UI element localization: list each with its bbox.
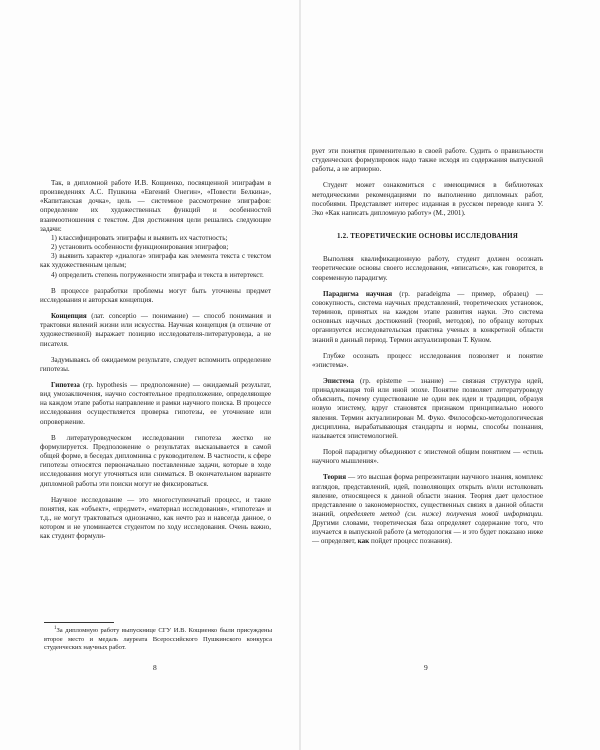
term-concept: Концепция bbox=[51, 312, 87, 321]
list-item: 3) выявить характер «диалога» эпиграфа как элемента текста с текстом как художественным целым; bbox=[40, 252, 271, 270]
list-item: 1) классифицировать эпиграфы и выявить их частотность; bbox=[51, 233, 228, 242]
paragraph-intro: Так, в дипломной работе И.В. Кощиенко, посвященной эпиграфам в произведениях А.С. Пушкина «Евгений Онегин», «Повести Белкина», «Капитанская дочка», цель — системное рассмотрение эпиграфов: определение их художественных функций и особенностей взаимоотношения с текстом. Для достижения цели решались следующие задачи: bbox=[40, 179, 271, 233]
definition-hypothesis bbox=[40, 381, 271, 427]
definition-italic: определяет метод (см. ниже) получения новой информации. bbox=[340, 510, 543, 518]
paragraph-research: Научное исследование — это многоступенчатый процесс, и такие понятия, как «объект», «предмет», «материал исследования», «гипотеза» и т.д., не могут трактоваться однозначно, как нечто раз и навсегда данное, о котором и не упоминается студентом по ходу исследования. Очень важно, как студент формули- bbox=[40, 495, 271, 541]
definition-text: (гр. paradeigma — пример, образец) — совокупность, система научных представлений, теоретических установок, терминов, принятых на каждом этапе развития науки. Это система основных научных достижений (теорий, методов), по образцу которых организуется исследовательская практика ученых в конкретной области знаний в данный период. Термин актуализирован Т. Куном. bbox=[312, 289, 543, 344]
list-item: 4) определить степень погруженности эпиграфа и текста в интертекст. bbox=[51, 270, 264, 279]
definition-text: пойдет процесс познания). bbox=[369, 537, 452, 546]
term-theory: Теория bbox=[323, 473, 347, 482]
term-episteme: Эпистема bbox=[323, 376, 355, 385]
section-heading: 1.2. ТЕОРЕТИЧЕСКИЕ ОСНОВЫ ИССЛЕДОВАНИЯ bbox=[336, 232, 518, 241]
footnote bbox=[44, 627, 272, 653]
definition-concept bbox=[40, 312, 271, 349]
definition-text: (лат. conceptio — понимание) — способ понимания и трактовки явлений жизни или искусства. Научная концепция (в отличие от художественной) выражает позицию исследователя-литературоведа, а не писателя. bbox=[40, 312, 271, 348]
book-spine bbox=[299, 0, 301, 750]
paragraph-expected: Задумываясь об ожидаемом результате, следует вспомнить определение гипотезы. bbox=[40, 355, 271, 373]
paragraph-continued: рует эти понятия применительно в своей работе. Судить о правильности студенческих формулировок надо также исходя из содержания выпускной работы, а не априорно. bbox=[312, 147, 543, 174]
definition-text: (гр. episteme — знание) — связная структура идей, принадлежащая той или иной эпохе. Понятие позволяет литературоведу объяснить, почему существование не один век идеи и традиции, образуя новую эпистему, вдруг становятся признаком принципиально нового явления. Термин актуализирован М. Фуко. Философско-методологическая дисциплина, вырабатывающая стандарты и нормы, способы познания, называется эпистемологией. bbox=[312, 376, 543, 440]
right-text-column bbox=[312, 147, 543, 547]
page-number-left: 8 bbox=[153, 663, 157, 672]
definition-text: — это высшая форма репрезентации научного знания, комплекс взглядов, представлений, идей, позволяющих открыть в/или истолковать явление, относящееся к данной области знания. Теория дает целостное представление о закономерностях, существенных связях в данной области знаний, bbox=[312, 473, 543, 518]
definition-paradigm bbox=[312, 290, 543, 345]
term-paradigm: Парадигма научная bbox=[323, 289, 393, 298]
footnote-text: За дипломную работу выпускнице СГУ И.В. Кощиенко были присуждены второе место и медаль лауреата Всероссийского Пушкинского конкурса студенческих научных работ. bbox=[44, 627, 272, 652]
definition-theory bbox=[312, 473, 543, 546]
list-item: 2) установить особенности функционирования эпиграфов; bbox=[51, 243, 229, 252]
footnote-mark: 1 bbox=[54, 625, 57, 631]
left-text-column bbox=[40, 179, 271, 541]
term-hypothesis: Гипотеза bbox=[51, 380, 80, 389]
page-number-right: 9 bbox=[424, 663, 428, 672]
paragraph-student: Студент может ознакомиться с имеющимися в библиотеках методическими рекомендациями по выполнению дипломных работ, пособиями. Представляет интерес изданная в русском переводе книга У. Эко «Как написать дипломную работу» (М., 2001). bbox=[312, 181, 543, 217]
definition-text: Другими словами, теоретическая база определяет содержание того, что изучается в выпускной работе (а методология — и это будет показано ниже — определяет, bbox=[312, 519, 543, 546]
definition-episteme bbox=[312, 377, 543, 441]
definition-bold: как bbox=[357, 537, 370, 546]
paragraph-refine: В процессе разработки проблемы могут быть уточнены предмет исследования и авторская концепция. bbox=[40, 286, 271, 304]
paragraph-deeper: Глубже осознать процесс исследования позволяет и понятие «эпистема». bbox=[312, 351, 543, 369]
paragraph-style: Порой парадигму объединяют с эпистемой общим понятием — «стиль научного мышления». bbox=[312, 448, 543, 466]
paragraph-intro: Выполняя квалификационную работу, студент должен осознать теоретические основы своего исследования, «вписаться», как говорится, в современную парадигму. bbox=[312, 255, 543, 282]
footnote-rule bbox=[44, 622, 114, 623]
definition-text: (гр. hypothesis — предположение) — ожидаемый результат, вид умозаключения, научно состоятельное предположение, определяющее на каждом этапе работы направление и рамки научного поиска. В процессе исследования осуществляется проверка гипотезы, ее уточнение или опровержение. bbox=[40, 380, 271, 426]
paragraph-literary: В литературоведческом исследовании гипотеза жестко не формулируется. Предположение о результатах высказывается в самой общей форме, в беседах дипломника с руководителем. В частности, к сфере гипотезы относятся первоначально поставленные задачи, которые в ходе исследования могут уточняться или сниматься. В окончательном варианте дипломной работы эти поиски могут не фиксироваться. bbox=[40, 433, 271, 488]
